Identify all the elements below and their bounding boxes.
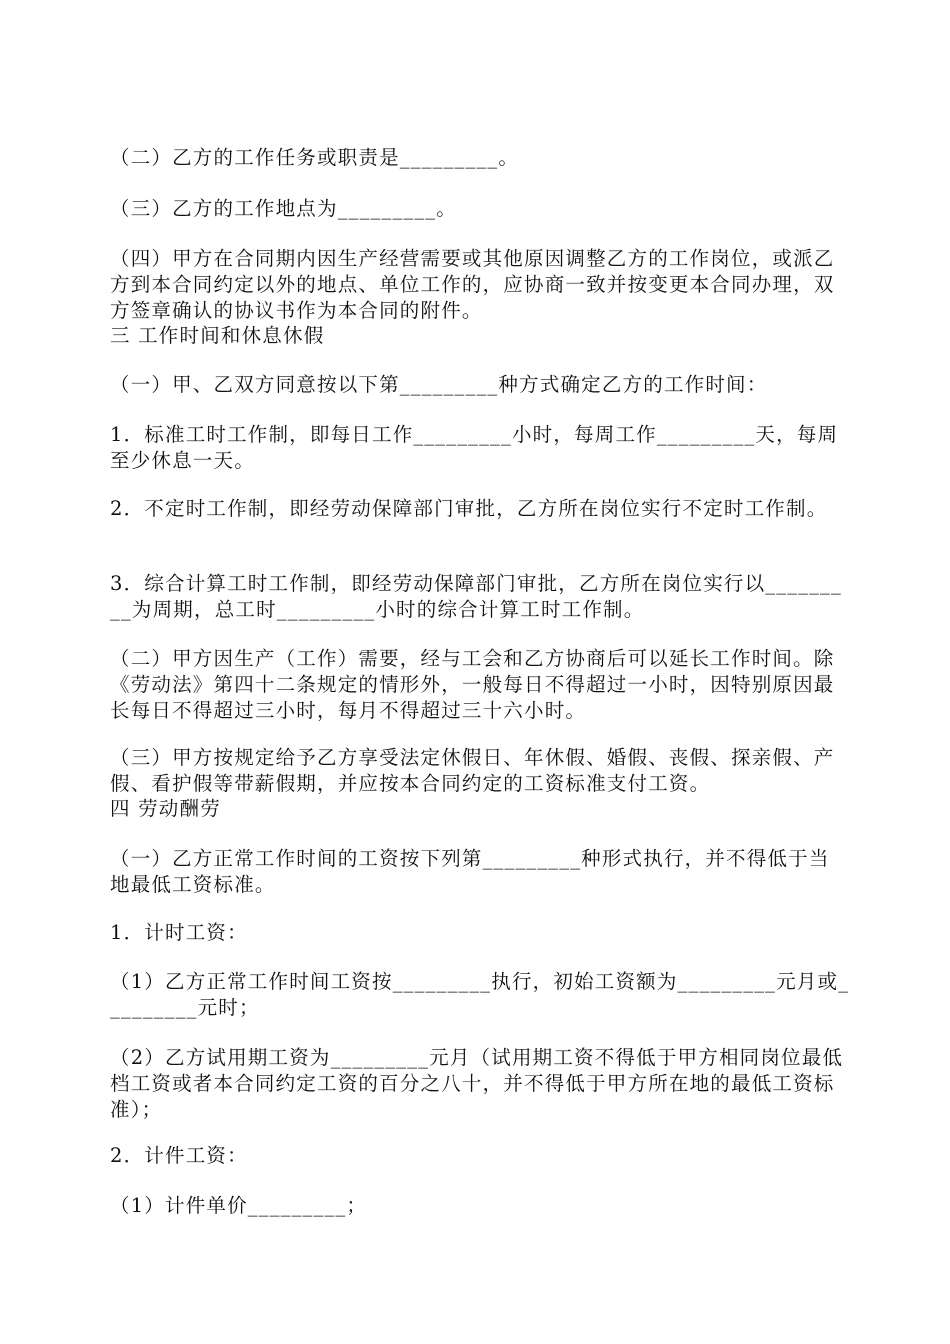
item-standard-hours: 1．标准工时工作制，即每日工作_________小时，每周工作_________天，每周至少休息一天。 bbox=[110, 423, 839, 472]
sub-item-normal-wage: （1）乙方正常工作时间工资按_________执行，初始工资额为_________元月或_________元时； bbox=[110, 970, 850, 1019]
sub-item-piece-rate: （1）计件单价_________； bbox=[110, 1194, 368, 1217]
clause-wage-form: （一）乙方正常工作时间的工资按下列第_________种形式执行，并不得低于当地最低工资标准。 bbox=[110, 847, 830, 896]
item-time-wage: 1．计时工资： bbox=[110, 921, 248, 944]
clause-work-time-method: （一）甲、乙双方同意按以下第_________种方式确定乙方的工作时间： bbox=[110, 373, 768, 396]
item-flexible-hours: 2．不定时工作制，即经劳动保障部门审批，乙方所在岗位实行不定时工作制。 bbox=[110, 497, 828, 520]
clause-four-adjustment: （四）甲方在合同期内因生产经营需要或其他原因调整乙方的工作岗位，或派乙方到本合同约定以外的地点、单位工作的，应协商一致并按变更本合同办理，双方签章确认的协议书作为本合同的附件。 bbox=[110, 247, 835, 322]
item-piece-wage: 2．计件工资： bbox=[110, 1144, 248, 1167]
clause-two-duties: （二）乙方的工作任务或职责是_________。 bbox=[110, 146, 520, 169]
clause-paid-leave: （三）甲方按规定给予乙方享受法定休假日、年休假、婚假、丧假、探亲假、产假、看护假等带薪假期，并应按本合同约定的工资标准支付工资。 bbox=[110, 746, 835, 795]
clause-three-location: （三）乙方的工作地点为_________。 bbox=[110, 197, 457, 220]
section-heading-work-time: 三 工作时间和休息休假 bbox=[110, 324, 325, 347]
sub-item-probation-wage: （2）乙方试用期工资为_________元月（试用期工资不得低于甲方相同岗位最低档工资或者本合同约定工资的百分之八十，并不得低于甲方所在地的最低工资标准）； bbox=[110, 1046, 844, 1121]
section-heading-remuneration: 四 劳动酬劳 bbox=[110, 797, 221, 820]
clause-overtime: （二）甲方因生产（工作）需要，经与工会和乙方协商后可以延长工作时间。除《劳动法》第四十二条规定的情形外，一般每日不得超过一小时，因特别原因最长每日不得超过三小时，每月不得超过三十六小时。 bbox=[110, 647, 835, 722]
item-comprehensive-hours: 3．综合计算工时工作制，即经劳动保障部门审批，乙方所在岗位实行以_________为周期，总工时_________小时的综合计算工时工作制。 bbox=[110, 572, 842, 621]
